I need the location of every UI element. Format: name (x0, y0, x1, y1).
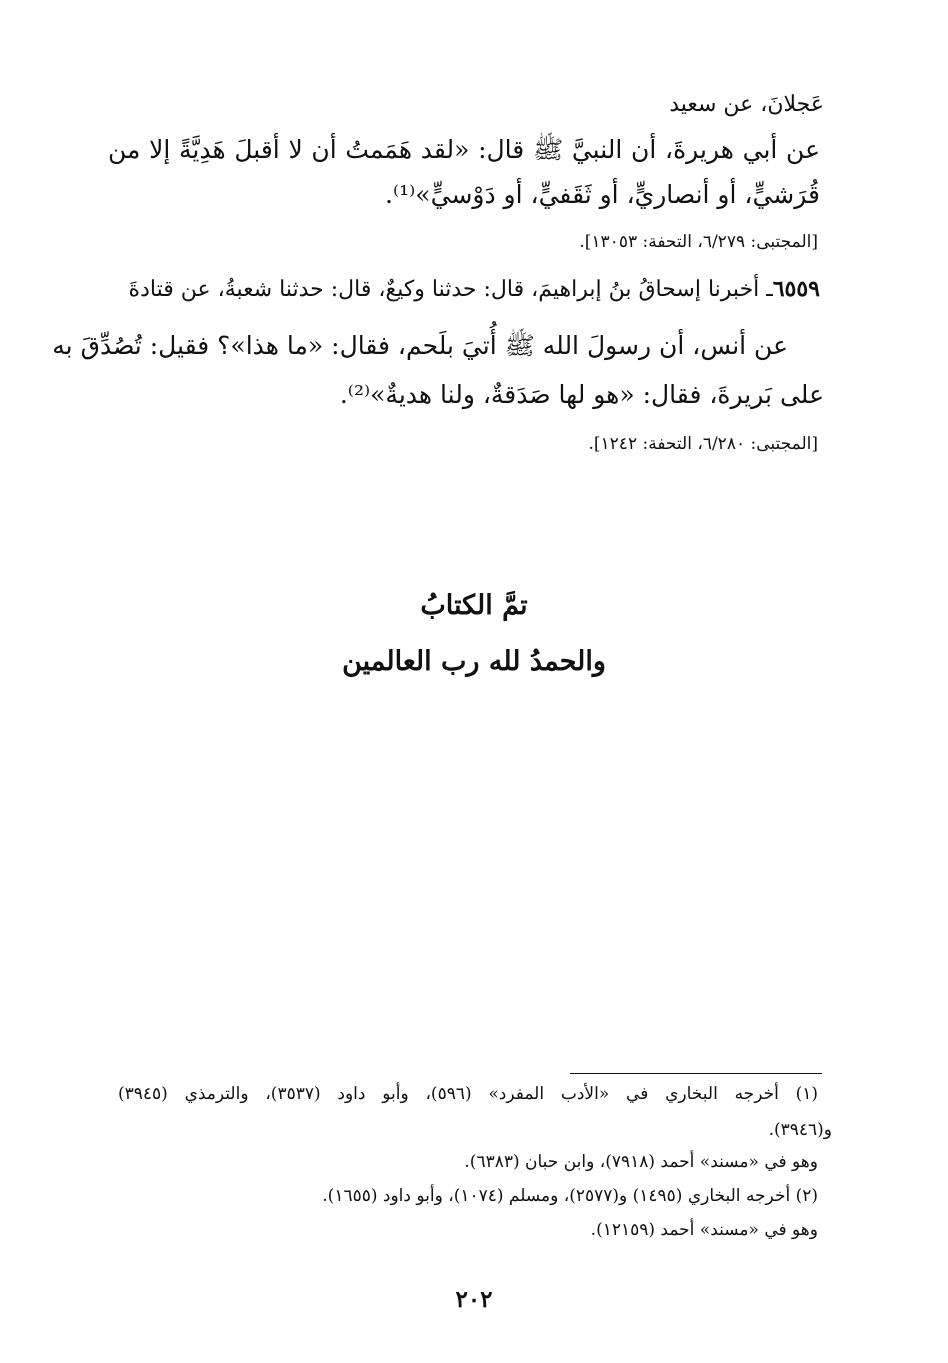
footnote-1-line: وهو في «مسند» أحمد (٧٩١٨)، وابن حبان (٦٣٨٣). (464, 1152, 818, 1172)
footnote-2-line: وهو في «مسند» أحمد (١٢١٥٩). (590, 1220, 818, 1240)
hadith-6559-line-1 (129, 276, 820, 302)
footnote-1-line: و(٣٩٤٦). (768, 1120, 832, 1140)
hadith-number: ٦٥٥٩ (772, 276, 820, 302)
hadith-isnad: ـ أخبرنا إسحاقُ بنُ إبراهيمَ، قال: حدثنا وكيعٌ، قال: حدثنا شعبةُ، عن قتادةَ (128, 277, 773, 302)
hadith-reference: [المجتبى: ٦/٢٧٩، التحفة: ١٣٠٥٣]. (579, 232, 818, 252)
footnote-separator (570, 1073, 822, 1074)
footnote-2-line: (٢) أخرجه البخاري (١٤٩٥) و(٢٥٧٧)، ومسلم (١٠٧٤)، وأبو داود (١٦٥٥). (322, 1186, 818, 1206)
page-number: ٢٠٢ (455, 1286, 493, 1313)
hadith-6559-line-3: على بَريرةَ، فقال: «هو لها صَدَقةٌ، ولنا هديةٌ»⁽²⁾. (339, 380, 824, 409)
hadith-text-line: عن أبي هريرةَ، أن النبيَّ ﷺ قال: «لقد هَمَمتُ أن لا أقبلَ هَدِيَّةً إلا من (108, 135, 820, 164)
hadith-text-line: قُرَشيٍّ، أو أنصاريٍّ، أو ثَقَفيٍّ، أو دَوْسيٍّ»⁽¹⁾. (385, 180, 820, 209)
colophon-praise: والحمدُ لله رب العالمين (342, 646, 606, 677)
running-head: عَجلانَ، عن سعيد (669, 92, 824, 117)
hadith-reference: [المجتبى: ٦/٢٨٠، التحفة: ١٢٤٢]. (588, 434, 818, 454)
hadith-6559-line-2: عن أنس، أن رسولَ الله ﷺ أُتيَ بلَحم، فقال: «ما هذا»؟ فقيل: تُصُدِّقَ به (52, 331, 788, 360)
colophon-title: تمَّ الكتابُ (420, 590, 528, 621)
footnote-1-line: (١) أخرجه البخاري في «الأدب المفرد» (٥٩٦)، وأبو داود (٣٥٣٧)، والترمذي (٣٩٤٥) (118, 1084, 818, 1104)
